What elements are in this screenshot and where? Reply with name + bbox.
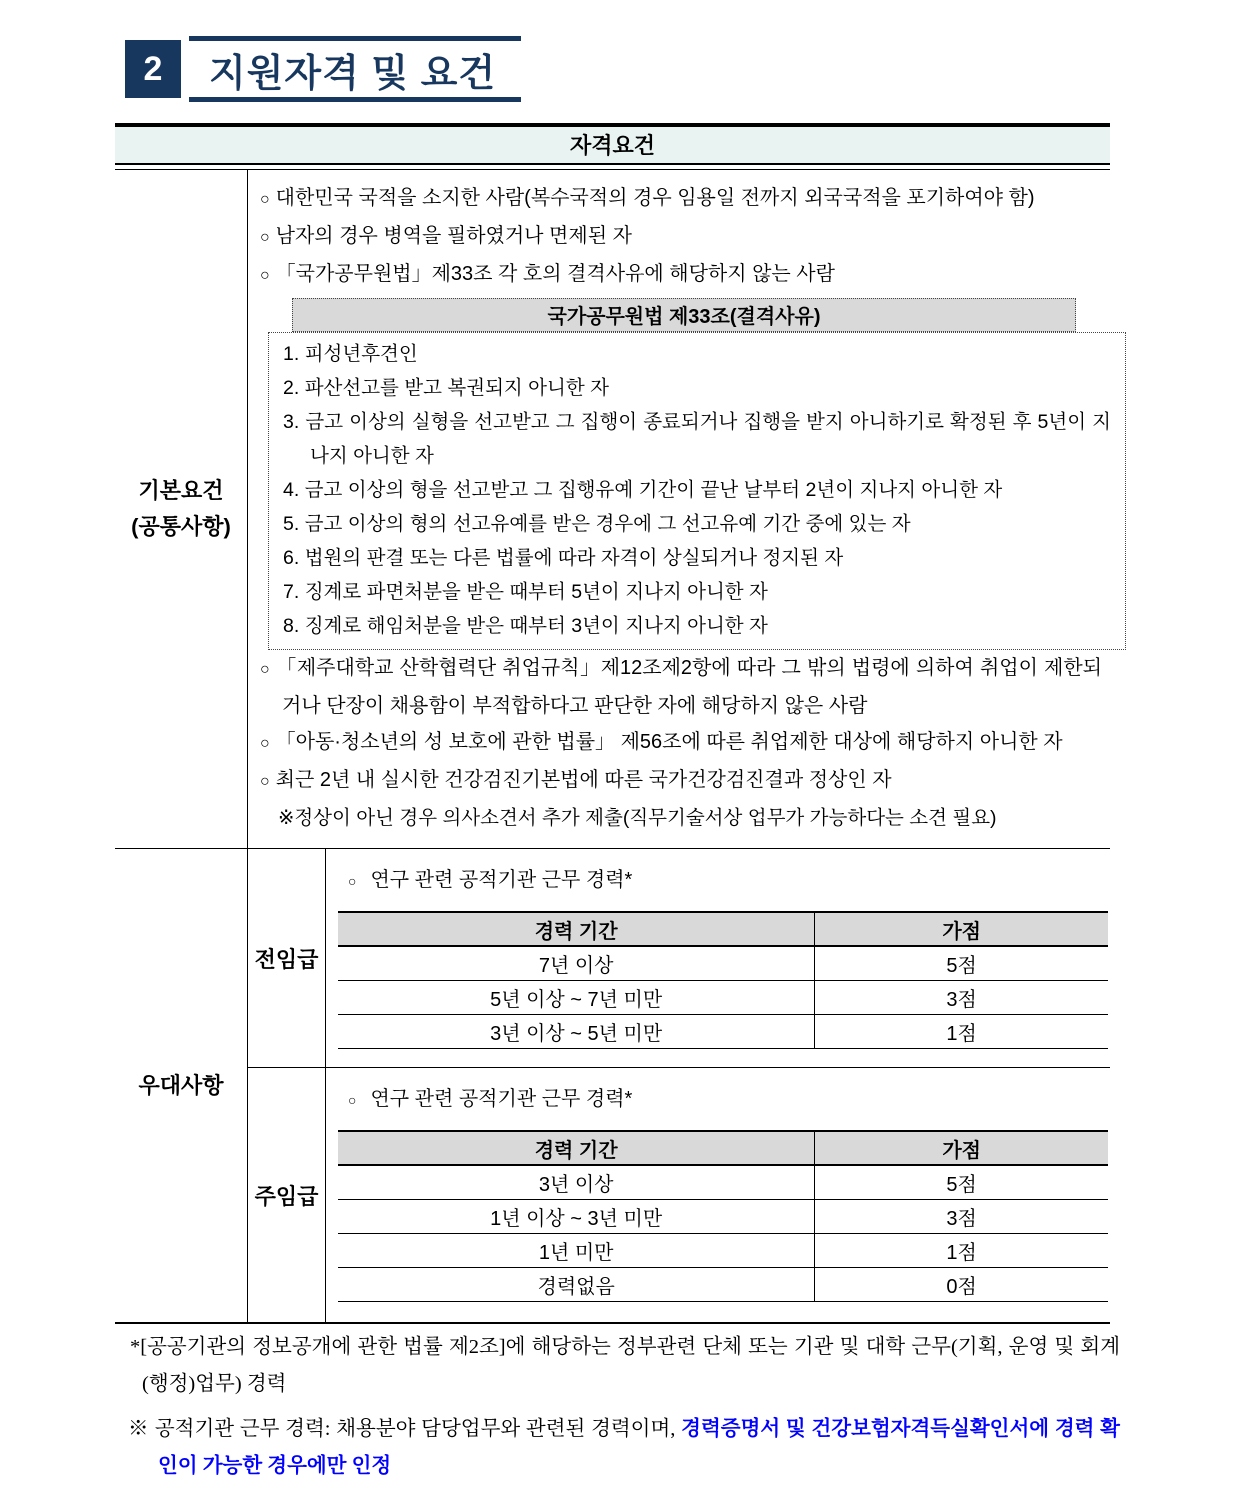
table-row bbox=[338, 1268, 1108, 1302]
table-row bbox=[338, 1200, 1108, 1234]
grade-label-junior: 주임급 bbox=[248, 1068, 326, 1322]
career-period-header: 경력 기간 bbox=[338, 912, 815, 946]
law-item: 징계로 파면처분을 받은 때부터 5년이 지나지 아니한 자 bbox=[304, 581, 768, 603]
table-row bbox=[338, 1015, 1108, 1049]
law-box bbox=[268, 332, 1126, 650]
basic-label-line2: (공통사항) bbox=[131, 514, 231, 539]
career-period-cell: 경력없음 bbox=[338, 1268, 815, 1302]
senior-career-bullet: ○ 연구 관련 공적기관 근무 경력* bbox=[338, 863, 1102, 898]
bullet-youth-protection: ○ 「아동·청소년의 성 보호에 관한 법률」 제56조에 따른 취업제한 대상에 해당하지 아니한 자 bbox=[260, 724, 1102, 762]
footnote-reference-highlight: 경력증명서 및 건강보험자격득실확인서에 경력 확인이 가능한 경우에만 인정 bbox=[158, 1418, 1120, 1477]
table-row bbox=[338, 1165, 1108, 1200]
preference-grades bbox=[248, 849, 1110, 1322]
footnote-reference-prefix: ※ 공적기관 근무 경력: 채용분야 담당업무와 관련된 경력이며, bbox=[128, 1418, 682, 1440]
preference-row bbox=[115, 849, 1110, 1322]
table-header-row bbox=[338, 912, 1108, 946]
career-period-cell: 3년 이상 bbox=[338, 1165, 815, 1200]
law-item: 피성년후견인 bbox=[304, 343, 418, 365]
bonus-point-cell: 1점 bbox=[815, 1015, 1108, 1049]
bonus-point-cell: 3점 bbox=[815, 1200, 1108, 1234]
career-period-cell: 5년 이상 ~ 7년 미만 bbox=[338, 981, 815, 1015]
law-item: 징계로 해임처분을 받은 때부터 3년이 지나지 아니한 자 bbox=[304, 615, 768, 637]
grade-row-senior bbox=[248, 849, 1110, 1068]
career-period-cell: 1년 이상 ~ 3년 미만 bbox=[338, 1200, 815, 1234]
basic-requirements-label bbox=[115, 170, 248, 848]
basic-requirements-row bbox=[115, 170, 1110, 849]
section-header bbox=[125, 36, 1233, 102]
grade-label-senior: 전임급 bbox=[248, 849, 326, 1067]
bonus-point-header: 가점 bbox=[815, 1131, 1108, 1165]
basic-label-line1: 기본요건 bbox=[138, 478, 224, 503]
grade-senior-content bbox=[326, 849, 1110, 1067]
footnote-asterisk: *[공공기관의 정보공개에 관한 법률 제2조]에 해당하는 정부관련 단체 또는 기관 및 대학 근무(기획, 운영 및 회계(행정)업무) 경력 bbox=[130, 1336, 1120, 1395]
law-item: 금고 이상의 형을 선고받고 그 집행유예 기간이 끝난 날부터 2년이 지나지 아니한 자 bbox=[304, 479, 1003, 501]
career-period-header: 경력 기간 bbox=[338, 1131, 815, 1165]
bullet-nationality: ○ 대한민국 국적을 소지한 사람(복수국적의 경우 임용일 전까지 외국국적을 포기하여야 함) bbox=[260, 180, 1102, 218]
bullet-military: ○ 남자의 경우 병역을 필하였거나 면제된 자 bbox=[260, 218, 1102, 256]
table-row bbox=[338, 981, 1108, 1015]
bullet-health-exam: ○ 최근 2년 내 실시한 건강검진기본법에 따른 국가건강검진결과 정상인 자 bbox=[260, 762, 1102, 800]
table-row bbox=[338, 1234, 1108, 1268]
bullet-employment-rule: ○ 「제주대학교 산학협력단 취업규칙」제12조제2항에 따라 그 밖의 법령에 의하여 취업이 제한되거나 단장이 채용함이 부적합하다고 판단한 자에 해당하지 않은 사람 bbox=[260, 650, 1102, 724]
bonus-point-cell: 5점 bbox=[815, 946, 1108, 981]
law-item: 법원의 판결 또는 다른 법률에 따라 자격이 상실되거나 정지된 자 bbox=[304, 547, 844, 569]
bonus-point-cell: 1점 bbox=[815, 1234, 1108, 1268]
footnotes bbox=[118, 1329, 1120, 1485]
career-period-cell: 1년 미만 bbox=[338, 1234, 815, 1268]
qualification-header-bar: 자격요건 bbox=[115, 123, 1110, 165]
bullet-law33: ○ 「국가공무원법」제33조 각 호의 결격사유에 해당하지 않는 사람 bbox=[260, 256, 1102, 294]
footnote-reference bbox=[118, 1411, 1120, 1485]
grade-row-junior bbox=[248, 1068, 1110, 1322]
junior-score-table bbox=[338, 1130, 1108, 1302]
table-header-row bbox=[338, 1131, 1108, 1165]
bonus-point-cell: 0점 bbox=[815, 1268, 1108, 1302]
qualification-table bbox=[115, 169, 1110, 1324]
law-item: 금고 이상의 실형을 선고받고 그 집행이 종료되거나 집행을 받지 아니하기로 확정된 후 5년이 지나지 아니한 자 bbox=[305, 411, 1111, 467]
preference-label: 우대사항 bbox=[115, 849, 248, 1322]
law-item: 금고 이상의 형의 선고유예를 받은 경우에 그 선고유예 기간 중에 있는 자 bbox=[304, 513, 911, 535]
basic-requirements-content bbox=[248, 170, 1110, 848]
career-period-cell: 3년 이상 ~ 5년 미만 bbox=[338, 1015, 815, 1049]
junior-career-bullet: ○ 연구 관련 공적기관 근무 경력* bbox=[338, 1082, 1102, 1117]
senior-score-table bbox=[338, 911, 1108, 1049]
section-number-badge: 2 bbox=[125, 40, 181, 98]
page-title: 지원자격 및 요건 bbox=[189, 36, 521, 102]
career-period-cell: 7년 이상 bbox=[338, 946, 815, 981]
health-exam-note: ※정상이 아닌 경우 의사소견서 추가 제출(직무기술서상 업무가 가능하다는 소견 필요) bbox=[278, 807, 997, 829]
bonus-point-cell: 5점 bbox=[815, 1165, 1108, 1200]
bonus-point-cell: 3점 bbox=[815, 981, 1108, 1015]
table-row bbox=[338, 946, 1108, 981]
grade-junior-content bbox=[326, 1068, 1110, 1322]
law-item: 파산선고를 받고 복권되지 아니한 자 bbox=[304, 377, 609, 399]
law-box-title: 국가공무원법 제33조(결격사유) bbox=[292, 298, 1076, 332]
bonus-point-header: 가점 bbox=[815, 912, 1108, 946]
